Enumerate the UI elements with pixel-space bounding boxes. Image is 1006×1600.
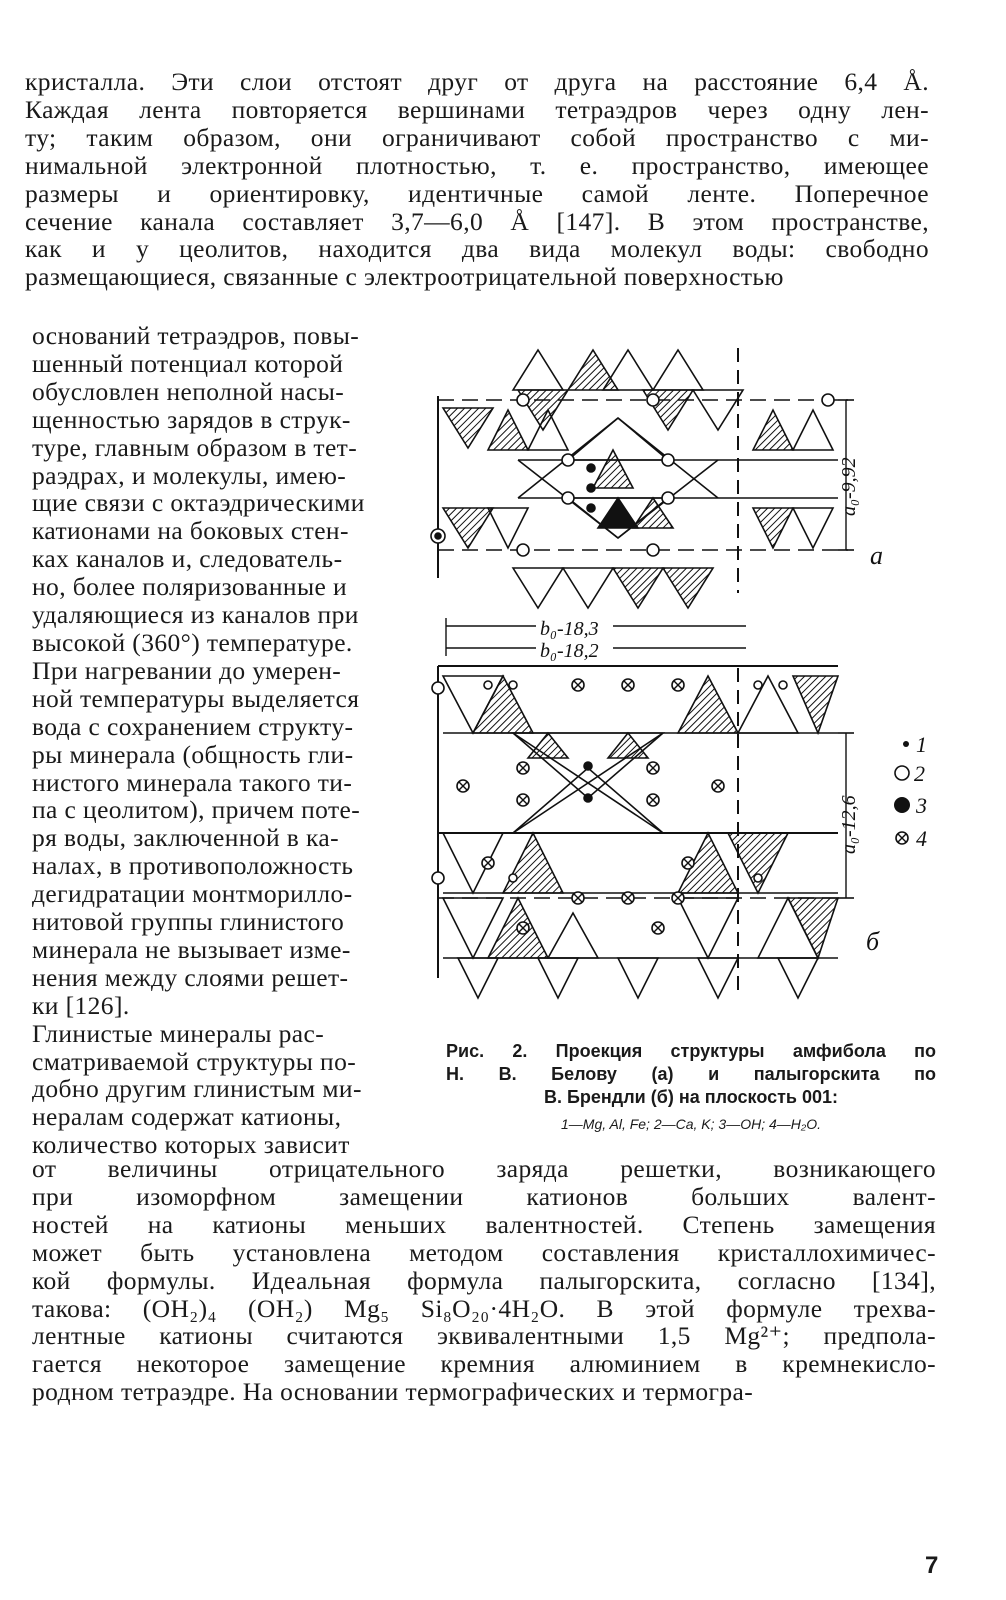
caption-line-1: Рис. 2. Проекция структуры амфибола по: [446, 1041, 936, 1061]
caption-line-3: В. Брендли (б) на плоскость 001:: [543, 1087, 839, 1107]
caption-legend: 1—Mg, Al, Fe; 2—Ca, K; 3—OH; 4—H₂O.: [561, 1116, 821, 1132]
text-line: щие связи с октаэдрическими: [32, 488, 365, 518]
text-line: может быть установлена методом составления кристаллохимичес-: [32, 1237, 936, 1267]
text-line: размещающиеся, связанные с электроотрицательной поверхностью: [25, 262, 784, 292]
legend-small-dot-icon: [903, 741, 909, 747]
figure-legend: [894, 732, 927, 851]
page-number: 7: [925, 1552, 939, 1579]
text-line: нистого минерала такого ти-: [32, 767, 353, 797]
text-line: шенный потенциал которой: [32, 348, 344, 378]
text-line: количество которых зависит: [32, 1130, 350, 1160]
caption-line-2: Н. В. Белову (а) и палыгорскита по: [446, 1064, 936, 1084]
text-line: сматриваемой структуры по-: [32, 1046, 357, 1076]
text-line: размеры и ориентировку, идентичные самой ленте. Поперечное: [25, 178, 929, 208]
text-line: оснований тетраэдров, повы-: [32, 321, 360, 350]
figure-caption: [446, 1040, 936, 1135]
text-line: обусловлен неполной насы-: [32, 376, 345, 406]
panel-b-label: б: [866, 927, 880, 956]
text-line: катионами на боковых стен-: [32, 516, 349, 546]
text-line: раэдрах, и молекулы, имею-: [32, 460, 347, 490]
text-line: добно другим глинистым ми-: [32, 1074, 362, 1104]
text-line: ностей на катионы меньших валентностей. Степень замещения: [32, 1209, 936, 1239]
text-line: лентные катионы считаются эквивалентными 1,5 Mg²⁺; предпола-: [32, 1321, 936, 1351]
legend-crossed-circle-icon: [896, 832, 908, 844]
text-line: высокой (360°) температуре.: [32, 627, 353, 657]
figure-2-structure-projection: [428, 338, 936, 1010]
panel-a-label: а: [870, 541, 883, 570]
text-line: кристалла. Эти слои отстоят друг от друга на расстояние 6,4 Å.: [25, 67, 929, 96]
top-paragraph: [25, 68, 929, 291]
legend-3: 3: [916, 793, 927, 818]
text-line: ту; таким образом, они ограничивают собой пространство с ми-: [25, 122, 929, 152]
legend-open-circle-icon: [895, 766, 909, 780]
legend-filled-circle-icon: [894, 797, 910, 813]
text-line: па с цеолитом), причем поте-: [32, 795, 361, 825]
text-line: ки [126].: [32, 990, 130, 1020]
text-line: При нагревании до умерен-: [32, 655, 342, 685]
text-line: нитовой группы глинистого: [32, 907, 345, 937]
text-line: минерала не вызывает изме-: [32, 934, 351, 964]
text-line: ря воды, заключенной в ка-: [32, 823, 340, 853]
legend-1: 1: [916, 732, 927, 757]
text-line: нералам содержат катионы,: [32, 1102, 342, 1132]
text-line: ках каналов и, следователь-: [32, 544, 343, 574]
legend-2: 2: [914, 761, 925, 786]
text-line: Каждая лента повторяется вершинами тетраэдров через одну лен-: [25, 94, 929, 124]
text-line: при изоморфном замещении катионов больших валент-: [32, 1181, 936, 1211]
dim-a0-top: a₀-9,92: [838, 457, 860, 516]
legend-4: 4: [916, 826, 927, 851]
text-line: вода с сохранением структу-: [32, 711, 354, 741]
text-line: туре, главным образом в тет-: [32, 432, 358, 462]
text-line: Глинистые минералы рас-: [32, 1018, 325, 1048]
text-line: налах, в противоположность: [32, 851, 354, 881]
panel-b-palygorskite: [432, 666, 854, 998]
text-line: но, более поляризованные и: [32, 572, 348, 602]
dim-a0-bottom: a₀-12,6: [838, 795, 860, 854]
dim-b0-2: b₀-18,2: [540, 640, 599, 662]
side-paragraph: [32, 322, 415, 1159]
text-line: дегидратации монтморилло-: [32, 879, 353, 909]
text-line: как и у цеолитов, находится два вида молекул воды: свободно: [25, 234, 929, 264]
text-line: гается некоторое замещение кремния алюминием в кремнекисло-: [32, 1349, 936, 1379]
text-line: родном тетраэдре. На основании термографических и термогра-: [32, 1377, 754, 1407]
text-line: удаляющиеся из каналов при: [32, 600, 359, 630]
text-line: нимальной электронной плотностью, т. е. пространство, имеющее: [25, 150, 929, 180]
dim-b0-1: b₀-18,3: [540, 618, 599, 640]
text-line: от величины отрицательного заряда решетки, возникающего: [32, 1154, 936, 1183]
panel-a-amphibole: [431, 348, 854, 608]
text-line: ной температуры выделяется: [32, 683, 360, 713]
text-line: сечение канала составляет 3,7—6,0 Å [147]. В этом пространстве,: [25, 206, 929, 236]
text-line: щенностью зарядов в струк-: [32, 404, 351, 434]
text-line: кой формулы. Идеальная формула палыгорскита, согласно [134],: [32, 1265, 936, 1295]
text-line: нения между слоями решет-: [32, 962, 349, 992]
text-line: ры минерала (общность гли-: [32, 739, 354, 769]
text-line: такова: (OH₂)₄ (OH₂) Mg₅ Si₈O₂₀·4H₂O. В этой формуле трехва-: [32, 1293, 936, 1323]
bottom-paragraph: [32, 1155, 936, 1406]
